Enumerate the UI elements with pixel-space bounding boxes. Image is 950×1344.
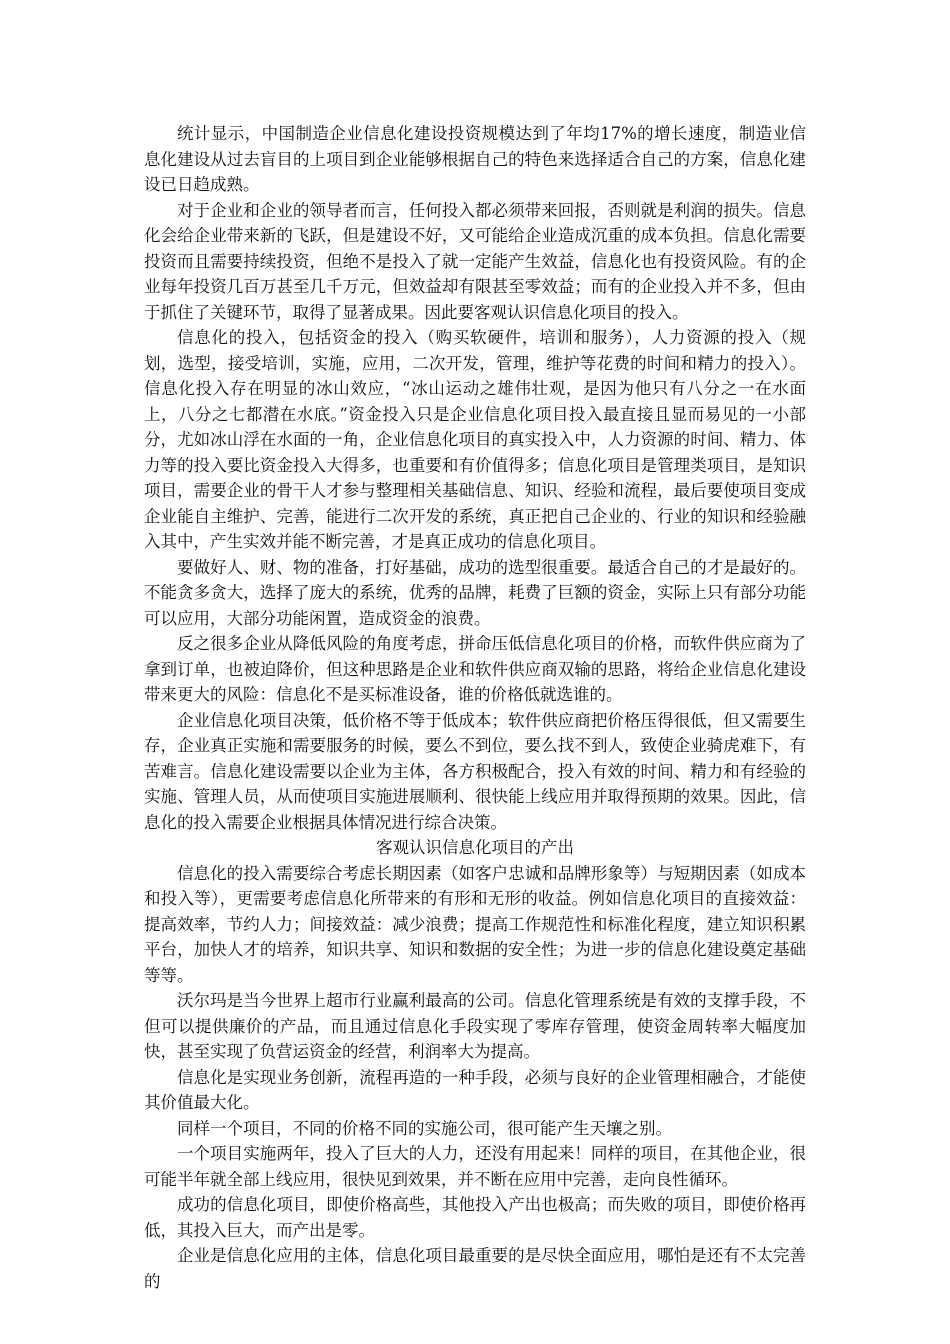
paragraph-selection: 要做好人、财、物的准备，打好基础，成功的选型很重要。最适合自己的才是最好的。不能贪多贪大，选择了庞大的系统，优秀的品牌，耗费了巨额的资金，实际上只有部分功能可以应用，大部分功能闲置，造成资金的浪费。: [144, 557, 806, 628]
paragraph-low-price-risk: 反之很多企业从降低风险的角度考虑，拼命压低信息化项目的价格，而软件供应商为了拿到订单，也被迫降价，但这种思路是企业和软件供应商双输的思路，将给企业信息化建设带来更大的风险：信息化不是买标准设备，谁的价格低就选谁的。: [144, 634, 806, 704]
paragraph-statistics: 统计显示，中国制造企业信息化建设投资规模达到了年均17%的增长速度，制造业信息化建设从过去盲目的上项目到企业能够根据自己的特色来选择适合自己的方案，信息化建设已日趋成熟。: [144, 124, 806, 194]
paragraph-walmart: 沃尔玛是当今世界上超市行业赢利最高的公司。信息化管理系统是有效的支撑手段，不但可以提供廉价的产品，而且通过信息化手段实现了零库存管理，使资金周转率大幅度加快，甚至实现了负营运资金的经营，利润率大为提高。: [144, 991, 806, 1061]
paragraph-success-failure: 成功的信息化项目，即使价格高些，其他投入产出也极高；而失败的项目，即使价格再低，其投入巨大，而产出是零。: [144, 1195, 806, 1240]
paragraph-two-years: 一个项目实施两年，投入了巨大的人力，还没有用起来！同样的项目，在其他企业，很可能半年就全部上线应用，很快见到效果，并不断在应用中完善，走向良性循环。: [144, 1144, 806, 1189]
paragraph-innovation: 信息化是实现业务创新，流程再造的一种手段，必须与良好的企业管理相融合，才能使其价值最大化。: [144, 1067, 806, 1112]
document-page: [144, 121, 806, 1294]
paragraph-benefits: 信息化的投入需要综合考虑长期因素（如客户忠诚和品牌形象等）与短期因素（如成本和投入等），更需要考虑信息化所带来的有形和无形的收益。例如信息化项目的直接效益：提高效率，节约人力；间接效益：减少浪费；提高工作规范性和标准化程度，建立知识积累平台，加快人才的培养，知识共享、知识和数据的安全性；为进一步的信息化建设奠定基础等等。: [144, 863, 806, 985]
section-heading: 客观认识信息化项目的产出: [376, 838, 574, 857]
paragraph-investment-return: 对于企业和企业的领导者而言，任何投入都必须带来回报，否则就是利润的损失。信息化会给企业带来新的飞跃，但是建设不好，又可能给企业造成沉重的成本负担。信息化需要投资而且需要持续投资，但绝不是投入了就一定能产生效益，信息化也有投资风险。有的企业每年投资几百万甚至几千万元，但效益却有限甚至零效益；而有的企业投入并不多，但由于抓住了关键环节，取得了显著成果。因此要客观认识信息化项目的投入。: [144, 200, 806, 322]
paragraph-iceberg-effect: 信息化的投入，包括资金的投入（购买软硬件，培训和服务），人力资源的投入（规划，选型，接受培训，实施，应用，二次开发，管理，维护等花费的时间和精力的投入）。信息化投入存在明显的冰山效应，“冰山运动之雄伟壮观，是因为他只有八分之一在水面上，八分之七都潜在水底。”资金投入只是企业信息化项目投入最直接且显而易见的一小部分，尤如冰山浮在水面的一角，企业信息化项目的真实投入中，人力资源的时间、精力、体力等的投入要比资金投入大得多，也重要和有价值得多；信息化项目是管理类项目，是知识项目，需要企业的骨干人才参与整理相关基础信息、知识、经验和流程，最后要使项目变成企业能自主维护、完善，能进行二次开发的系统，真正把自己企业的、行业的知识和经验融入其中，产生实效并能不断完善，才是真正成功的信息化项目。: [144, 328, 806, 551]
paragraph-same-project: 同样一个项目，不同的价格不同的实施公司，很可能产生天壤之别。: [177, 1118, 672, 1138]
paragraph-enterprise-subject: 企业是信息化应用的主体，信息化项目最重要的是尽快全面应用，哪怕是还有不太完善的: [144, 1246, 806, 1291]
paragraph-decision: 企业信息化项目决策，低价格不等于低成本；软件供应商把价格压得很低，但又需要生存，企业真正实施和需要服务的时候，要么不到位，要么找不到人，致使企业骑虎难下，有苦难言。信息化建设需要以企业为主体，各方积极配合，投入有效的时间、精力和有经验的实施、管理人员，从而使项目实施进展顺利、很快能上线应用并取得预期的效果。因此，信息化的投入需要企业根据具体情况进行综合决策。: [144, 710, 806, 832]
